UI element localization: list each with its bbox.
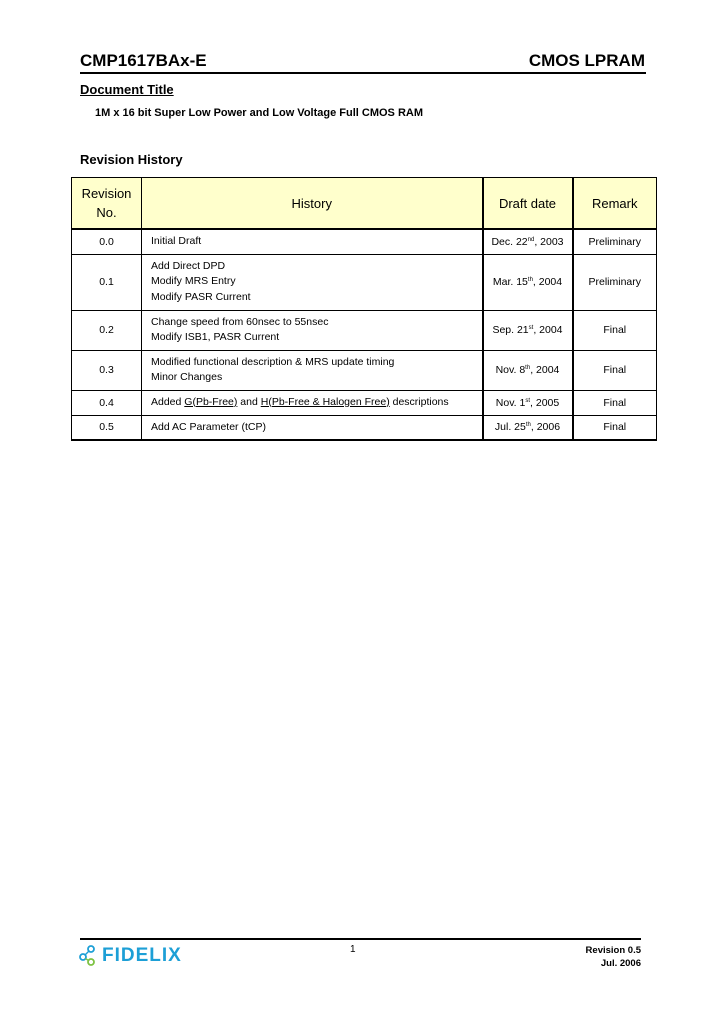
date-year: , 2004: [533, 324, 563, 336]
date-text: Dec. 22: [491, 235, 528, 248]
date-suffix: st: [528, 325, 534, 331]
history-line: Add Direct DPD: [151, 259, 226, 272]
rev-cell: 0.0: [72, 229, 142, 254]
history-underlined-g: G(Pb-Free): [184, 395, 238, 408]
page-number: 1: [350, 944, 356, 955]
header-revision-line2: No.: [96, 205, 117, 220]
header-history: History: [142, 178, 483, 230]
history-text: Added: [151, 395, 185, 408]
table-header-row: [72, 178, 657, 230]
history-cell: [142, 254, 483, 310]
rev-cell: 0.2: [72, 310, 142, 350]
table-row: [72, 229, 657, 254]
header-revision-line1: Revision: [81, 186, 132, 201]
fidelix-logo-icon: [78, 944, 98, 968]
history-cell: [142, 310, 483, 350]
header-draft-date: Draft date: [483, 178, 573, 230]
table-row: [72, 254, 657, 310]
history-line: Initial Draft: [151, 235, 202, 247]
date-cell: [483, 254, 573, 310]
fidelix-logo: [78, 944, 182, 968]
product-name: CMOS LPRAM: [528, 51, 645, 70]
history-line: Modify MRS Entry: [151, 275, 236, 288]
remark-cell: Final: [573, 350, 657, 390]
history-text: and: [237, 395, 261, 408]
date-year: , 2003: [534, 235, 564, 248]
date-year: , 2004: [532, 276, 563, 288]
date-year: , 2005: [530, 396, 560, 409]
rev-cell: 0.1: [72, 254, 142, 310]
footer-revision-date: Jul. 2006: [600, 958, 641, 969]
history-line: Modify PASR Current: [151, 290, 251, 303]
logo-text: FIDELIX: [102, 945, 182, 966]
date-cell: [483, 229, 573, 254]
history-text: descriptions: [389, 395, 449, 408]
remark-cell: Preliminary: [573, 229, 657, 254]
document-title-label: Document Title: [80, 82, 174, 97]
date-cell: [483, 310, 573, 350]
revision-history-table: [71, 177, 657, 441]
date-suffix: nd: [527, 236, 535, 243]
history-line: Add AC Parameter (tCP): [151, 420, 266, 433]
table-row: [72, 350, 657, 390]
history-underlined-h: H(Pb-Free & Halogen Free): [260, 395, 390, 408]
remark-cell: Preliminary: [573, 254, 657, 310]
part-number: CMP1617BAx-E: [80, 51, 207, 70]
date-cell: [483, 350, 573, 390]
date-suffix: th: [527, 277, 533, 283]
table-row: [72, 310, 657, 350]
date-text: Mar. 15: [492, 276, 528, 288]
date-suffix: th: [525, 365, 531, 371]
footer-revision-number: Revision 0.5: [585, 945, 641, 956]
history-cell: [142, 229, 483, 254]
date-text: Sep. 21: [492, 324, 529, 336]
remark-cell: Final: [573, 415, 657, 440]
date-suffix: th: [525, 422, 531, 429]
date-suffix: st: [525, 397, 531, 404]
header-rule: [80, 72, 646, 74]
history-line: Minor Changes: [151, 371, 223, 383]
rev-cell: 0.4: [72, 390, 142, 415]
header-remark: Remark: [573, 178, 657, 230]
footer-rule: [80, 938, 641, 940]
table-row: [72, 415, 657, 440]
revision-history-label: Revision History: [80, 152, 183, 167]
table-row: [72, 390, 657, 415]
history-cell: [142, 350, 483, 390]
history-line: Change speed from 60nsec to 55nsec: [151, 315, 329, 328]
date-text: Jul. 25: [494, 421, 526, 434]
date-year: , 2004: [530, 364, 560, 376]
date-year: , 2006: [530, 421, 561, 434]
date-cell: [483, 390, 573, 415]
remark-cell: Final: [573, 310, 657, 350]
rev-cell: 0.5: [72, 415, 142, 440]
header-revision: [72, 178, 142, 230]
date-text: Nov. 1: [495, 396, 526, 409]
rev-cell: 0.3: [72, 350, 142, 390]
history-cell: [142, 415, 483, 440]
date-text: Nov. 8: [495, 364, 526, 376]
footer-revision: [586, 944, 641, 970]
history-cell: [142, 390, 483, 415]
document-title: 1M x 16 bit Super Low Power and Low Voltage Full CMOS RAM: [95, 107, 423, 119]
history-line: Modify ISB1, PASR Current: [151, 331, 280, 343]
date-cell: [483, 415, 573, 440]
remark-cell: Final: [573, 390, 657, 415]
history-line: Modified functional description & MRS update timing: [151, 355, 395, 368]
